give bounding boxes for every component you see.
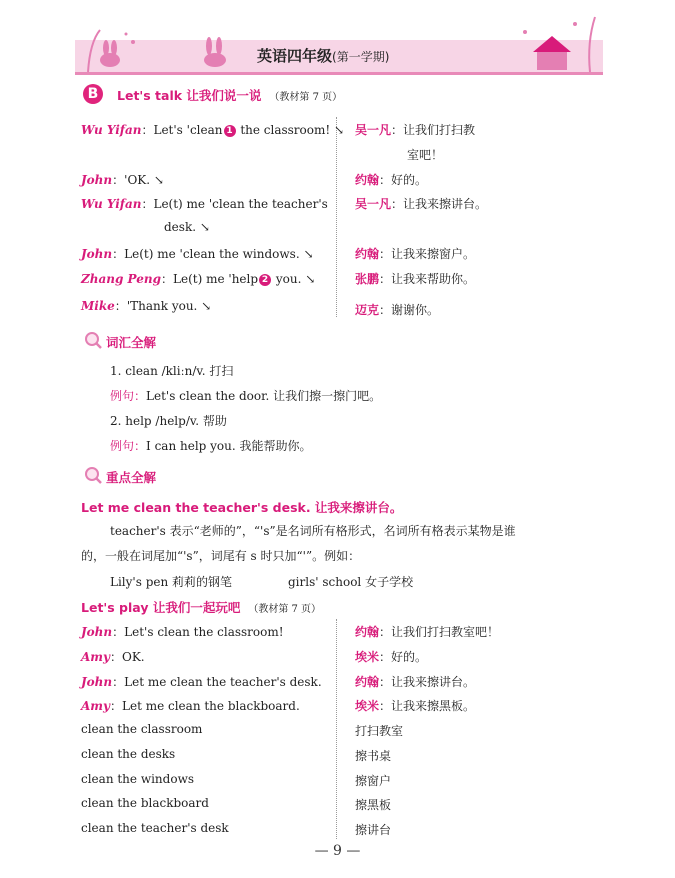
- section-title-text: Let's talk 让我们说一说: [117, 88, 262, 103]
- column-divider: [336, 117, 337, 317]
- speaker-name: John: [81, 675, 113, 689]
- key-point-heading: Let me clean the teacher's desk. 让我来擦讲台。: [81, 500, 403, 515]
- dialog-line: Wu Yifan：Let's 'clean 1 the classroom! ↘: [81, 123, 345, 137]
- speaker-name: Wu Yifan: [81, 197, 142, 211]
- translation-line: 约翰：好的。: [355, 173, 428, 187]
- dialog-text: Let's clean the classroom!: [124, 625, 284, 639]
- translation-text: 让我来擦窗户。: [391, 247, 476, 261]
- dialog-text: Let me clean the blackboard.: [122, 699, 300, 713]
- phrase-cn: 擦黑板: [355, 798, 392, 812]
- note-marker: 1: [224, 125, 236, 137]
- dialog-line: Amy：Let me clean the blackboard.: [81, 699, 300, 713]
- translation-text: 谢谢你。: [391, 303, 440, 317]
- translation-text: 让我来擦讲台。: [391, 675, 476, 689]
- header-title: [257, 45, 389, 66]
- vocab-title: 词汇全解: [106, 335, 157, 350]
- key-points-title: 重点全解: [106, 470, 157, 485]
- phrase-en: clean the classroom: [81, 722, 203, 736]
- example-label: 例句：: [110, 389, 147, 403]
- speaker-name-cn: 张鹏: [355, 272, 380, 286]
- example-item: Lily's pen 莉莉的钢笔: [110, 575, 233, 589]
- translation-text: 让我们打扫教室吧！: [391, 625, 500, 639]
- translation-line: 张鹏：让我来帮助你。: [355, 272, 476, 286]
- translation-text: 好的。: [391, 173, 428, 187]
- phrase-cn: 擦讲台: [355, 823, 392, 837]
- vocab-word: 1. clean /kliːn/v. 打扫: [110, 364, 234, 378]
- translation-line: 吴一凡：让我们打扫教: [355, 123, 476, 137]
- speaker-name: Zhang Peng: [81, 272, 162, 286]
- phrase-cn: 打扫教室: [355, 724, 404, 738]
- speaker-name: Mike: [81, 299, 115, 313]
- section-badge: B: [83, 84, 103, 104]
- dialog-line: John：Le(t) me 'clean the windows. ↘: [81, 247, 314, 261]
- dialog-line: Mike：'Thank you. ↘: [81, 299, 212, 313]
- lets-play-title-text: Let's play 让我们一起玩吧: [81, 600, 241, 615]
- speaker-name: John: [81, 625, 113, 639]
- translation-line: 吴一凡：让我来擦讲台。: [355, 197, 488, 211]
- phrase-cn: 擦窗户: [355, 774, 392, 788]
- translation-text: 好的。: [391, 650, 428, 664]
- speaker-name: Amy: [81, 699, 110, 713]
- speaker-name: John: [81, 247, 113, 261]
- speaker-name-cn: 约翰: [355, 625, 380, 639]
- phrase-en: clean the blackboard: [81, 796, 209, 810]
- speaker-name: Wu Yifan: [81, 123, 142, 137]
- lets-play-note: （教材第 7 页）: [248, 604, 322, 615]
- translation-line: 埃米：好的。: [355, 650, 428, 664]
- dialog-text: Le(t) me 'help: [173, 272, 259, 286]
- phrase-en: clean the windows: [81, 772, 194, 786]
- example-text: Let's clean the door. 让我们擦一擦门吧。: [146, 389, 382, 403]
- house-decoration-right: [515, 12, 605, 74]
- bunny-decoration-left: [78, 22, 148, 74]
- speaker-name-cn: 吴一凡: [355, 197, 392, 211]
- dialog-line: Zhang Peng：Le(t) me 'help 2 you. ↘: [81, 272, 316, 286]
- dialog-text: Let me clean the teacher's desk.: [124, 675, 322, 689]
- book-title: 英语四年级: [257, 47, 333, 65]
- dialog-text: the classroom! ↘: [236, 123, 345, 137]
- note-marker: 2: [259, 274, 271, 286]
- section-note: （教材第 7 页）: [269, 92, 343, 103]
- dialog-text: Le(t) me 'clean the windows. ↘: [124, 247, 314, 261]
- paragraph-line: teacher's 表示“老师的”，“'s”是名词所有格形式，名词所有格表示某物是谁: [110, 524, 516, 538]
- dialog-text: 'OK. ↘: [124, 173, 164, 187]
- translation-line: 约翰：让我来擦窗户。: [355, 247, 476, 261]
- translation-text: 让我来帮助你。: [391, 272, 476, 286]
- section-title: [117, 86, 342, 104]
- bunny-decoration-center: [195, 30, 235, 70]
- magnifier-icon: [83, 465, 103, 485]
- speaker-name-cn: 约翰: [355, 173, 380, 187]
- speaker-name-cn: 埃米: [355, 650, 380, 664]
- dialog-text: Let's 'clean: [153, 123, 223, 137]
- translation-line: 约翰：让我来擦讲台。: [355, 675, 476, 689]
- phrase-en: clean the desks: [81, 747, 176, 761]
- speaker-name-cn: 约翰: [355, 247, 380, 261]
- speaker-name-cn: 吴一凡: [355, 123, 392, 137]
- speaker-name-cn: 埃米: [355, 699, 380, 713]
- dialog-text: OK.: [122, 650, 145, 664]
- example-label: 例句：: [110, 439, 147, 453]
- column-divider: [336, 619, 337, 839]
- dialog-text: you. ↘: [272, 272, 316, 286]
- dialog-line: Amy：OK.: [81, 650, 145, 664]
- vocab-example: [110, 437, 312, 454]
- dialog-line: John：'OK. ↘: [81, 173, 164, 187]
- translation-text: 让我们打扫教: [403, 123, 476, 137]
- speaker-name-cn: 迈克: [355, 303, 380, 317]
- translation-text: 让我来擦讲台。: [403, 197, 488, 211]
- dialog-continued: desk. ↘: [164, 220, 210, 234]
- vocab-word: 2. help /help/v. 帮助: [110, 414, 227, 428]
- translation-line: 埃米：让我来擦黑板。: [355, 699, 476, 713]
- paragraph-line: 的，一般在词尾加“'s”，词尾有 s 时只加“'”。例如：: [81, 549, 361, 563]
- dialog-text: Le(t) me 'clean the teacher's: [153, 197, 328, 211]
- translation-text: 让我来擦黑板。: [391, 699, 476, 713]
- translation-line: 迈克：谢谢你。: [355, 303, 440, 317]
- speaker-name: John: [81, 173, 113, 187]
- dialog-line: Wu Yifan：Le(t) me 'clean the teacher's: [81, 197, 328, 211]
- translation-continued: 室吧！: [407, 148, 444, 162]
- dialog-line: John：Let's clean the classroom!: [81, 625, 284, 639]
- phrase-en: clean the teacher's desk: [81, 821, 229, 835]
- lets-play-title: [81, 598, 321, 616]
- speaker-name-cn: 约翰: [355, 675, 380, 689]
- example-item: girls' school 女子学校: [288, 575, 414, 589]
- speaker-name: Amy: [81, 650, 110, 664]
- translation-line: 约翰：让我们打扫教室吧！: [355, 625, 500, 639]
- book-subtitle: (第一学期): [332, 50, 390, 64]
- dialog-line: John：Let me clean the teacher's desk.: [81, 675, 322, 689]
- phrase-cn: 擦书桌: [355, 749, 392, 763]
- magnifier-icon: [83, 330, 103, 350]
- dialog-text: 'Thank you. ↘: [126, 299, 212, 313]
- vocab-example: [110, 387, 381, 404]
- page-number: — 9 —: [314, 843, 361, 859]
- example-text: I can help you. 我能帮助你。: [146, 439, 312, 453]
